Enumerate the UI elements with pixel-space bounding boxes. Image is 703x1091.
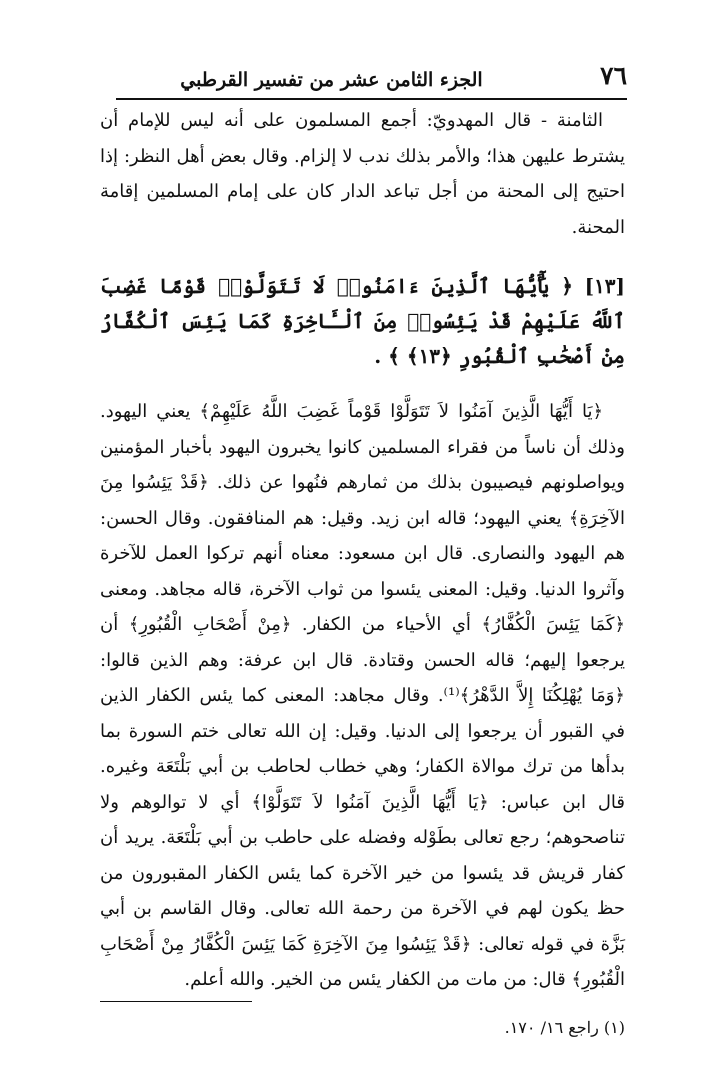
quran-verse xyxy=(100,269,625,374)
page-header xyxy=(116,58,627,100)
main-text xyxy=(100,103,625,998)
verse-text: ﴿ يَٰٓأَيُّهَا ٱلَّذِينَ ءَامَنُوا۟ لَا تَتَوَلَّوْا۟ قَوْمًا غَضِبَ ٱللَّهُ عَلَيْهِمْ قَدْ يَئِسُوا۟ مِنَ ٱلْـَٔاخِرَةِ كَمَا يَئِسَ ٱلْكُفَّارُ مِنْ أَصْحَٰبِ ٱلْقُبُورِ ﴿١٣﴾ ﴾ . xyxy=(100,274,625,368)
verse-commentary: ﴿يَا أَيُّهَا الَّذِينَ آمَنُوا لاَ تَتَوَلَّوْا قَوْماً غَضِبَ اللَّهُ عَلَيْهِمْ﴾ يعني اليهود. وذلك أن ناساً من فقراء المسلمين كانوا يخبرون اليهود بأخبار المؤمنين ويواصلونهم فيصيبون بذلك من ثمارهم فنُهوا عن ذلك. ﴿قَدْ يَئِسُوا مِنَ الآخِرَةِ﴾ يعني اليهود؛ قاله ابن زيد. وقيل: هم المنافقون. وقال الحسن: هم اليهود والنصارى. قال ابن مسعود: معناه أنهم تركوا العمل للآخرة وآثروا الدنيا. وقيل: المعنى يئسوا من ثواب الآخرة، قاله مجاهد. ومعنى ﴿كَمَا يَئِسَ الْكُفَّارُ﴾ أي الأحياء من الكفار. ﴿مِنْ أَصْحَابِ الْقُبُورِ﴾ أن يرجعوا إليهم؛ قاله الحسن وقتادة. قال ابن عرفة: وهم الذين قالوا: ﴿وَمَا يُهْلِكُنَا إِلاَّ الدَّهْرُ﴾⁽¹⁾. وقال مجاهد: المعنى كما يئس الكفار الذين في القبور أن يرجعوا إلى الدنيا. وقيل: إن الله تعالى ختم السورة بما بدأها من ترك موالاة الكفار؛ وهي خطاب لحاطب بن أبي بَلْتَعَة وغيره. قال ابن عباس: ﴿يَا أَيُّهَا الَّذِينَ آمَنُوا لاَ تَتَوَلَّوْا﴾ أي لا توالوهم ولا تناصحوهم؛ رجع تعالى بطَوْله وفضله على حاطب بن أبي بَلْتَعَة. يريد أن كفار قريش قد يئسوا من خير الآخرة كما يئس الكفار المقبورون من حظ يكون لهم في الآخرة من رحمة الله تعالى. وقال القاسم بن أبي بَزَّة في قوله تعالى: ﴿قَدْ يَئِسُوا مِنَ الآخِرَةِ كَمَا يَئِسَ الْكُفَّارُ مِنْ أَصْحَابِ الْقُبُورِ﴾ قال: من مات من الكفار يئس من الخير. والله أعلم. xyxy=(100,401,625,990)
verse-number: [١٣] xyxy=(584,274,625,298)
paragraph-eighth-issue: الثامنة - قال المهدويّ: أجمع المسلمون على أنه ليس للإمام أن يشترط عليهن هذا؛ والأمر بذلك ندب لا إلزام. وقال بعض أهل النظر: إذا احتيج إلى المحنة من أجل تباعد الدار كان على إمام المسلمين إقامة المحنة. xyxy=(100,110,625,238)
footnote-divider xyxy=(100,1001,252,1002)
footnote: (١) راجع ١٦/ ١٧٠. xyxy=(504,1018,625,1037)
page-number: ٧٦ xyxy=(600,61,627,90)
running-title: الجزء الثامن عشر من تفسير القرطبي xyxy=(180,69,483,91)
